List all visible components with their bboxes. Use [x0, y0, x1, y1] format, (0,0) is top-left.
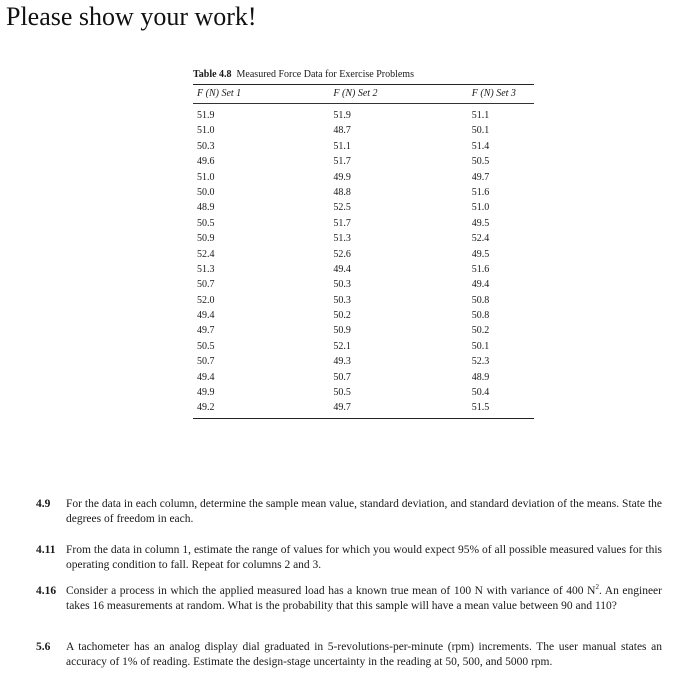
- table-caption-text: Measured Force Data for Exercise Problems: [236, 69, 414, 80]
- table-cell-set-1: 50.0: [197, 186, 215, 198]
- table-cell-set-1: 52.0: [197, 294, 215, 306]
- table-cell-set-2: 49.7: [333, 402, 351, 414]
- header-set-1: F (N) Set 1: [197, 88, 242, 99]
- table-cell-set-2: 51.9: [333, 110, 351, 121]
- table-cell-set-3: 51.6: [471, 186, 490, 198]
- problem-text-start: Consider a process in which the applied measured load has a known true mean of 100 N with variance of 400 N: [66, 585, 596, 597]
- problem-number: 4.11: [36, 544, 56, 556]
- table-cell-set-3: 51.4: [471, 140, 490, 152]
- table-cell-set-2: 49.4: [333, 263, 351, 275]
- table-cell-set-3: 51.0: [471, 202, 490, 214]
- table-cell-set-1: 50.5: [197, 340, 215, 352]
- table-row: [193, 385, 534, 400]
- table-cell-set-1: 48.9: [197, 202, 215, 214]
- table-cell-set-3: 50.8: [471, 310, 490, 322]
- table-cell-set-2: 52.1: [333, 340, 351, 352]
- table-cell-set-2: 50.9: [333, 325, 351, 337]
- table-cell-set-1: 50.7: [197, 356, 215, 368]
- problem-4-16: [36, 584, 662, 614]
- table-row: [193, 154, 534, 169]
- table-caption-label: Table 4.8: [193, 69, 232, 80]
- table-cell-set-3: 49.4: [471, 279, 490, 291]
- table-bottom-rule: [193, 418, 534, 419]
- problem-number: 4.9: [36, 498, 51, 510]
- table-body: [193, 104, 534, 418]
- table-row: [193, 293, 534, 308]
- table-cell-set-1: 49.2: [197, 402, 215, 414]
- table-cell-set-1: 49.6: [197, 156, 215, 168]
- table-cell-set-3: 52.4: [471, 233, 490, 245]
- problem-superscript: 2: [595, 583, 599, 592]
- table-cell-set-2: 50.5: [333, 387, 351, 399]
- table-row: [193, 370, 534, 385]
- problem-4-11: [36, 543, 662, 573]
- table-cell-set-3: 48.9: [471, 371, 490, 383]
- table-cell-set-2: 51.1: [333, 140, 351, 152]
- table-cell-set-2: 50.3: [333, 294, 351, 306]
- table-cell-set-2: 52.5: [333, 202, 351, 214]
- table-cell-set-3: 50.1: [471, 125, 490, 137]
- header-set-3: F (N) Set 3: [471, 88, 516, 99]
- table-cell-set-3: 50.4: [471, 387, 490, 399]
- table-cell-set-3: 51.1: [471, 110, 490, 121]
- table-cell-set-1: 51.0: [197, 125, 215, 137]
- table-row: [193, 170, 534, 185]
- table-cell-set-2: 49.3: [333, 356, 351, 368]
- table-cell-set-2: 50.2: [333, 310, 351, 322]
- problem-5-6: [36, 640, 662, 670]
- table-row: [193, 323, 534, 338]
- force-data-table: [193, 66, 534, 419]
- table-cell-set-2: 51.7: [333, 217, 351, 229]
- table-row: [193, 108, 534, 123]
- table-cell-set-3: 49.5: [471, 217, 490, 229]
- problem-number: 4.16: [36, 585, 57, 597]
- table-cell-set-1: 50.5: [197, 217, 215, 229]
- table-row: [193, 354, 534, 369]
- table-cell-set-3: 51.5: [471, 402, 490, 414]
- table-cell-set-1: 49.4: [197, 371, 215, 383]
- table-cell-set-3: 51.6: [471, 263, 490, 275]
- table-cell-set-2: 48.7: [333, 125, 351, 137]
- table-cell-set-1: 50.3: [197, 140, 215, 152]
- table-row: [193, 308, 534, 323]
- table-cell-set-2: 50.3: [333, 279, 351, 291]
- table-cell-set-1: 51.3: [197, 263, 215, 275]
- table-cell-set-3: 50.5: [471, 156, 490, 168]
- table-cell-set-1: 49.7: [197, 325, 215, 337]
- table-cell-set-1: 51.0: [197, 171, 215, 183]
- table-caption: [193, 66, 534, 84]
- table-cell-set-2: 50.7: [333, 371, 351, 383]
- table-cell-set-2: 48.8: [333, 186, 351, 198]
- problem-text: From the data in column 1, estimate the range of values for which you would expect 95% of all possible measured values for this operating condition to fall. Repeat for columns 2 and 3.: [66, 544, 662, 571]
- table-cell-set-1: 50.7: [197, 279, 215, 291]
- table-cell-set-3: 50.8: [471, 294, 490, 306]
- table-cell-set-2: 51.3: [333, 233, 351, 245]
- table-cell-set-1: 51.9: [197, 110, 215, 121]
- problem-text-end: . An engineer takes 16 measurements at random. What is the probability that this sample will have a mean value between 90 and 110?: [66, 585, 662, 612]
- page-heading: Please show your work!: [6, 2, 257, 31]
- table-cell-set-2: 51.7: [333, 156, 351, 168]
- problem-text: A tachometer has an analog display dial graduated in 5-revolutions-per-minute (rpm) increments. The user manual states an accuracy of 1% of reading. Estimate the design-stage uncertainty in the reading at 50, 500, and 5000 rpm.: [66, 641, 662, 668]
- table-cell-set-2: 52.6: [333, 248, 351, 260]
- table-cell-set-1: 49.4: [197, 310, 215, 322]
- table-row: [193, 277, 534, 292]
- problem-text: For the data in each column, determine the sample mean value, standard deviation, and standard deviation of the means. State the degrees of freedom in each.: [66, 498, 662, 525]
- table-row: [193, 139, 534, 154]
- table-row: [193, 400, 534, 415]
- table-header-row: [193, 85, 534, 103]
- table-row: [193, 262, 534, 277]
- table-cell-set-3: 52.3: [471, 356, 490, 368]
- problem-text: [66, 584, 662, 614]
- table-row: [193, 339, 534, 354]
- table-row: [193, 200, 534, 215]
- header-set-2: F (N) Set 2: [333, 88, 378, 99]
- table-row: [193, 216, 534, 231]
- table-cell-set-3: 50.2: [471, 325, 490, 337]
- table-cell-set-2: 49.9: [333, 171, 351, 183]
- table-cell-set-3: 49.7: [471, 171, 490, 183]
- table-row: [193, 123, 534, 138]
- table-cell-set-1: 52.4: [197, 248, 215, 260]
- problem-number: 5.6: [36, 641, 51, 653]
- table-row: [193, 185, 534, 200]
- problem-4-9: [36, 497, 662, 527]
- table-cell-set-3: 50.1: [471, 340, 490, 352]
- table-cell-set-3: 49.5: [471, 248, 490, 260]
- table-row: [193, 231, 534, 246]
- table-cell-set-1: 50.9: [197, 233, 215, 245]
- table-row: [193, 247, 534, 262]
- table-cell-set-1: 49.9: [197, 387, 215, 399]
